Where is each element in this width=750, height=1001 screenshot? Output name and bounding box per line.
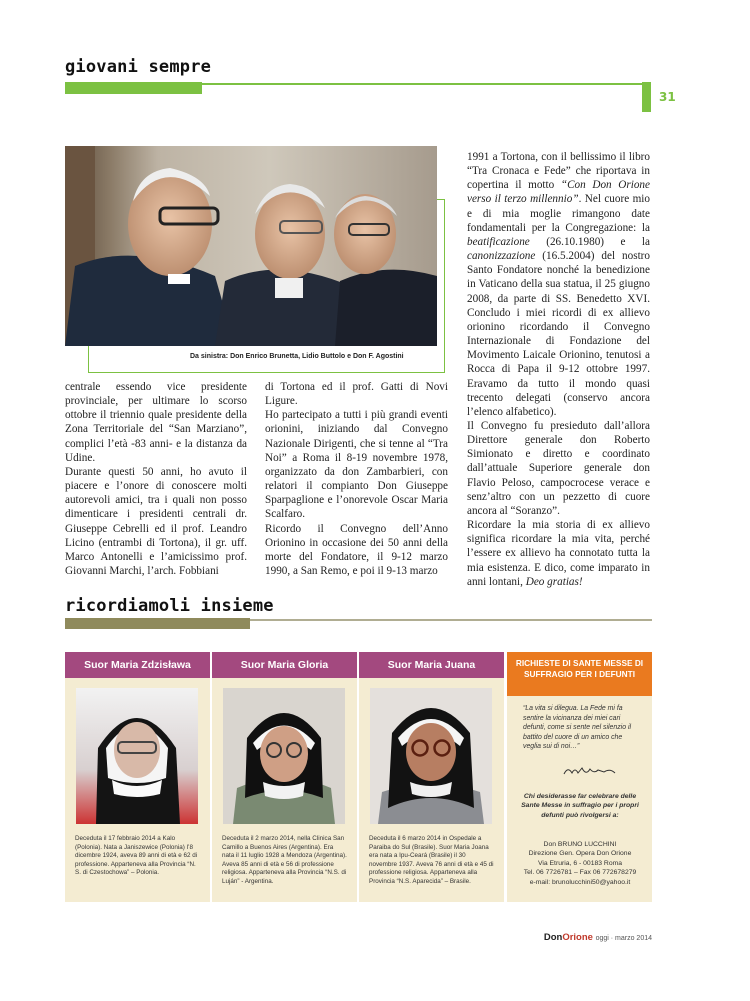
- contact-phone: Tel. 06 7726781 – Fax 06 772678279: [523, 869, 637, 877]
- sister-name: Suor Maria Zdzisława: [65, 652, 210, 678]
- magazine-footer: [544, 932, 652, 943]
- obituary-text: Deceduta il 17 febbraio 2014 a Kalo (Polonia). Nata a Janiszewice (Polonia) l’8 dicembre 1924, aveva 89 anni di età e 62 di professione. Apparteneva alla Provincia “N. S. di Czestochowa” – Polonia.: [75, 835, 198, 877]
- contact-info: [515, 840, 645, 887]
- article-photo: [65, 146, 437, 346]
- obituary-text: Deceduta il 2 marzo 2014, nella Clinica San Camillo a Buenos Aires (Argentina). Era nata il 11 luglio 1928 a Mendoza (Argentina). Aveva 85 anni di età e 56 di professione religiosa. Apparteneva alla Provincia “N.S. di Luján” - Argentina.: [222, 835, 347, 885]
- sister-portrait: [370, 688, 492, 824]
- footer-date: oggi · marzo 2014: [595, 935, 652, 942]
- sister-portrait: [76, 688, 198, 824]
- ricordiamoli-title: ricordiamoli insieme: [65, 596, 274, 616]
- obituary-text: Deceduta il 6 marzo 2014 in Ospedale a Paraiba do Sul (Brasile). Suor Maria Joana era nata a Ipu-Ceará (Brasile) il 30 novembre 1937. Aveva 76 anni di età e 45 di professione religiosa. Apparteneva alla Provincia “N.S. Aparecida” – Brasile.: [369, 835, 494, 885]
- sister-name: Suor Maria Juana: [359, 652, 504, 678]
- paragraph: Ricordo il Convegno dell’Anno Orionino in occasione dei 50 anni della morte del Fondatore, il 9-12 marzo 1990, a San Remo, e poi il 9-13 marzo: [265, 522, 448, 578]
- photo-caption: Da sinistra: Don Enrico Brunetta, Lidio Buttolo e Don F. Agostini: [190, 353, 404, 360]
- contact-address: Via Etruria, 6 - 00183 Roma: [537, 859, 623, 867]
- article-column-1: [65, 380, 247, 578]
- paragraph: 1991 a Tortona, con il bellissimo il libro “Tra Cronaca e Fede” che riportava in copertina il motto “Con Don Orione verso il terzo millennio”. Nel cuore mio e di mia moglie rimangono date fondamentali per la Congregazione: la beatificazione (26.10.1980) e la canonizzazione (16.5.2004) del nostro Santo Fondatore nonché la benedizione in Vaticano della sua statua, il 25 giugno 2008, da parte di SS. Benedetto XVI. Concludo i miei ricordi di ex allievo orionino ricordando il Convegno Internazionale di Fondazione del Movimento Laicale Orionino, tenutosi a Rocca di Papa il 9-12 ottobre 1997. Eravamo da tutto il mondo quasi trecento delegati (conservo ancora l’elenco alfabetico).: [467, 151, 651, 418]
- contact-email: e-mail: brunolucchini50@yahoo.it: [529, 878, 631, 886]
- footer-brand-orione: Orione: [562, 932, 593, 943]
- paragraph: Ho partecipato a tutti i più grandi eventi orionini, iniziando dal Convegno Nazionale Dirigenti, che si tenne al “Tra Noi” a Roma il 8-19 novembre 1978, organizzato da don Zambarbieri, con relatori il compianto Don Giuseppe Sparpaglione e l’onorevole Oscar Maria Scalfaro.: [265, 409, 448, 521]
- mass-requests-box: [507, 652, 652, 902]
- quote: “La vita si dilegua. La Fede mi fa sentire la vicinanza dei miei cari defunti, come si sente nel silenzio il battito del cuore di un amico che veglia sui di noi…”: [523, 705, 632, 750]
- section-title: giovani sempre: [65, 57, 212, 77]
- ricordiamoli-accent-bar: [65, 618, 250, 629]
- contact-org: Direzione Gen. Opera Don Orione: [528, 850, 632, 858]
- mass-requests-heading: RICHIESTE DI SANTE MESSE DI SUFFRAGIO PER I DEFUNTI: [507, 652, 652, 696]
- obituary-box: [65, 652, 210, 902]
- obituary-box: [212, 652, 357, 902]
- paragraph: di Tortona ed il prof. Gatti di Novi Ligure.: [265, 381, 448, 408]
- request-text: Chi desiderasse far celebrare delle Sante Messe in suffragio per i propri defunti può rivolgersi a:: [521, 793, 639, 819]
- sister-portrait: [223, 688, 345, 824]
- paragraph: Il Convegno fu presieduto dall’allora Direttore generale don Roberto Simionato e diretto e coordinato dall’attuale Superiore generale don Flavio Peloso, campocrocese verace e senz’altro con un pezzetto di cuore ancora al “Soranzo”.: [467, 419, 650, 517]
- paragraph: Durante questi 50 anni, ho avuto il piacere e l’onore di conoscere molti autorevoli amici, tra i quali non posso dimenticare i presidenti centrali dr. Giuseppe Cebrelli ed il prof. Leandro Licino (entrambi di Tortona), il gr. uff. Marco Antonelli e l’amicissimo prof. Giovanni Marchi, l’arch. Fobbiani: [65, 465, 247, 578]
- article-column-3: [467, 150, 650, 589]
- signature: [562, 764, 617, 778]
- article-column-2: [265, 380, 448, 578]
- contact-name: Don BRUNO LUCCHINI: [543, 841, 617, 848]
- ricordiamoli-rule: [250, 619, 652, 621]
- paragraph: centrale essendo vice presidente provinciale, per ultimare lo scorso ottobre il triennio quale presidente della Zona Territoriale del “San Marziano”, complici l’età -83 anni- e la distanza da Udine.: [65, 381, 247, 464]
- sister-name: Suor Maria Gloria: [212, 652, 357, 678]
- obituary-box: [359, 652, 504, 902]
- section-accent-bar: [65, 82, 202, 94]
- paragraph: Ricordare la mia storia di ex allievo significa ricordare la mia vita, perché l’essere ex allievo ha connotato tutta la mia esistenza. E dico, come imparato in anni lontani, Deo gratias!: [467, 519, 650, 588]
- page-number: 31: [659, 90, 676, 104]
- footer-brand-don: Don: [543, 932, 563, 943]
- header-rule: [202, 83, 642, 85]
- page-marker: [642, 82, 651, 112]
